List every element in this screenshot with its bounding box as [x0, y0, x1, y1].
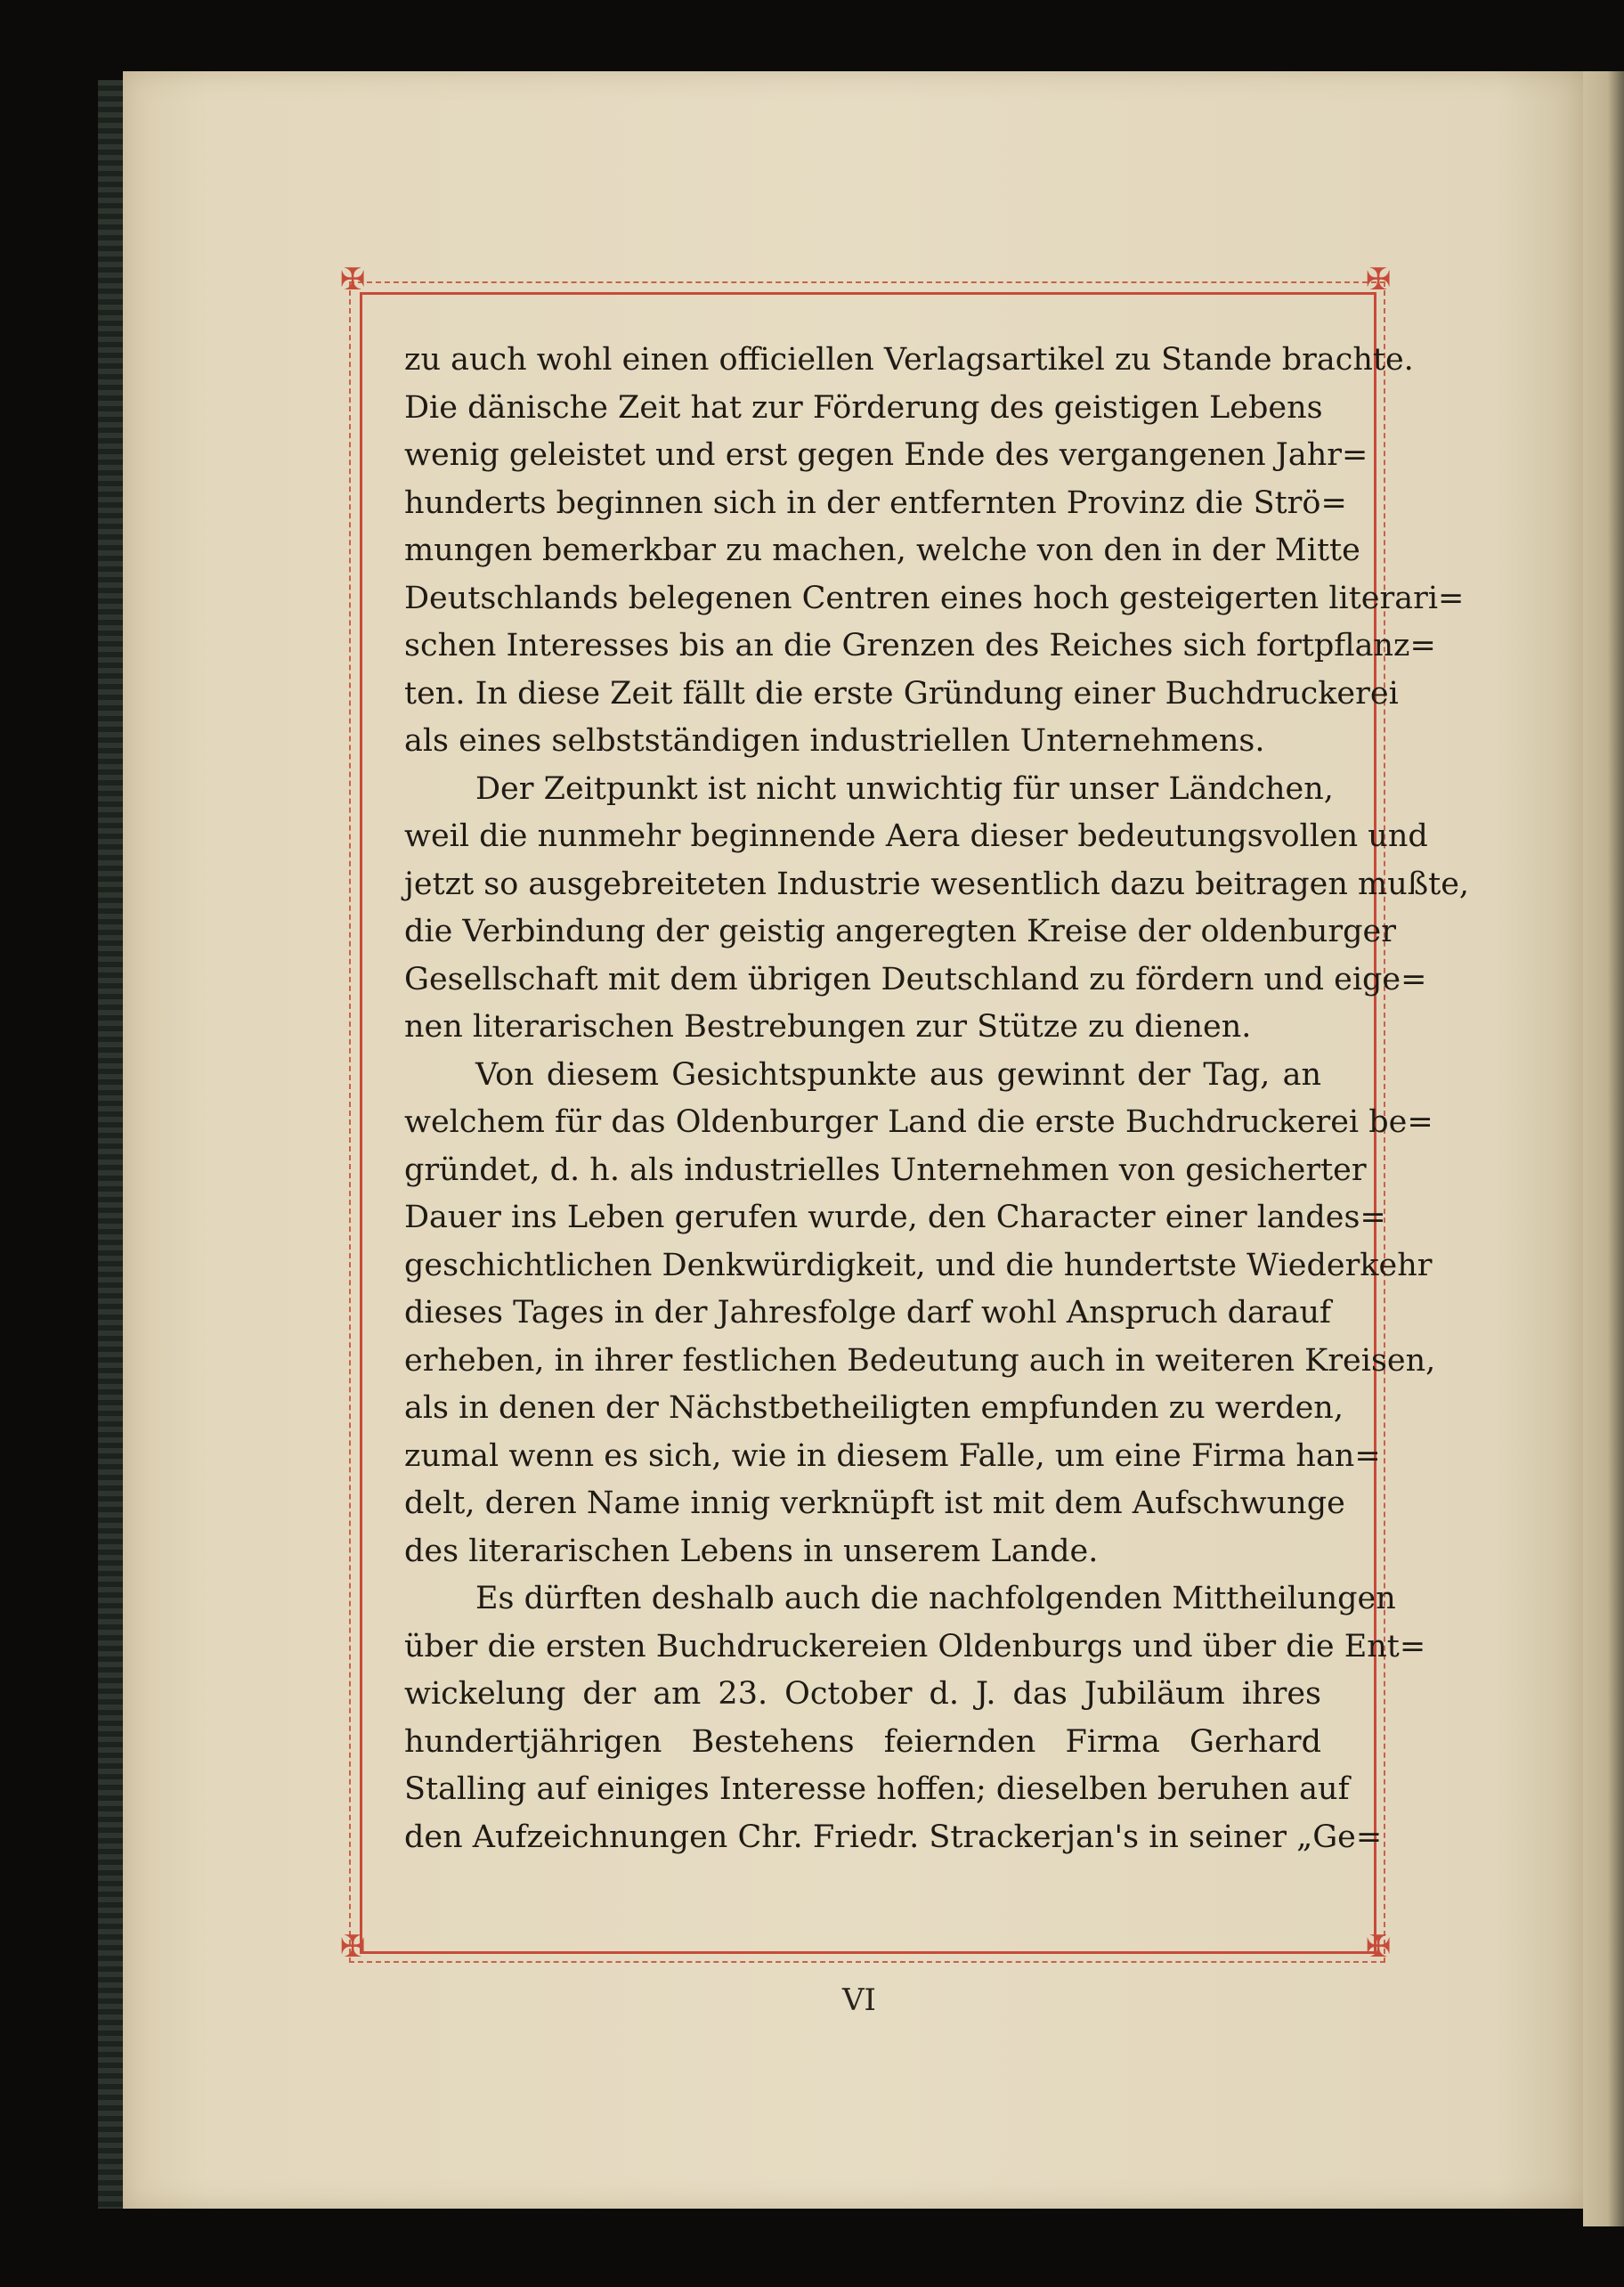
- text-line: als eines selbstständigen industriellen Unternehmens.: [404, 723, 1265, 759]
- book-spine: [98, 80, 123, 2209]
- text-line: Deutschlands belegenen Centren eines hoch gesteigerten literari=: [404, 580, 1465, 616]
- text-line: nen literarischen Bestrebungen zur Stütze zu dienen.: [404, 1009, 1252, 1045]
- text-line: zu auch wohl einen officiellen Verlagsartikel zu Stande brachte.: [404, 342, 1414, 378]
- text-line: den Aufzeichnungen Chr. Friedr. Strackerjan's in seiner „Ge=: [404, 1819, 1383, 1855]
- text-line: geschichtlichen Denkwürdigkeit, und die hundertste Wiederkehr: [404, 1247, 1433, 1283]
- facing-page-edge: [1583, 71, 1624, 2226]
- text-line: zumal wenn es sich, wie in diesem Falle, um eine Firma han=: [404, 1437, 1381, 1474]
- text-line: als in denen der Nächstbetheiligten empfunden zu werden,: [404, 1390, 1344, 1426]
- ornament-icon: ✠: [339, 1929, 366, 1965]
- ornament-icon: ✠: [339, 262, 366, 297]
- text-line: die Verbindung der geistig angeregten Kreise der oldenburger: [404, 914, 1396, 949]
- text-line: dieses Tages in der Jahresfolge darf wohl Anspruch darauf: [404, 1295, 1331, 1331]
- text-line: hundertjährigen Bestehens feiernden Firma Gerhard: [404, 1723, 1321, 1760]
- text-line: jetzt so ausgebreiteten Industrie wesentlich dazu beitragen mußte,: [404, 866, 1470, 902]
- ornament-icon: ✠: [1365, 1929, 1392, 1965]
- text-line: Stalling auf einiges Interesse hoffen; dieselben beruhen auf: [404, 1771, 1350, 1807]
- text-line: hunderts beginnen sich in der entfernten Provinz die Strö=: [404, 484, 1347, 521]
- text-line: Von diesem Gesichtspunkte aus gewinnt der Tag, an: [475, 1056, 1321, 1093]
- ornament-icon: ✠: [1365, 262, 1392, 297]
- text-line: mungen bemerkbar zu machen, welche von den in der Mitte: [404, 533, 1360, 568]
- text-line: ten. In diese Zeit fällt die erste Gründung einer Buchdruckerei: [404, 675, 1399, 712]
- text-line: weil die nunmehr beginnende Aera dieser bedeutungsvollen und: [404, 818, 1428, 854]
- text-line: über die ersten Buchdruckereien Oldenburgs und über die Ent=: [404, 1628, 1426, 1664]
- text-line: Der Zeitpunkt ist nicht unwichtig für unser Ländchen,: [475, 770, 1334, 807]
- page-number: VI: [842, 1982, 876, 2018]
- text-line: welchem für das Oldenburger Land die erste Buchdruckerei be=: [404, 1104, 1433, 1140]
- text-line: wickelung der am 23. October d. J. das Jubiläum ihres: [404, 1676, 1321, 1712]
- text-line: gründet, d. h. als industrielles Unternehmen von gesicherter: [404, 1152, 1367, 1188]
- text-line: Es dürften deshalb auch die nachfolgenden Mittheilungen: [475, 1581, 1396, 1616]
- text-line: schen Interesses bis an die Grenzen des Reiches sich fortpflanz=: [404, 628, 1436, 663]
- text-line: erheben, in ihrer festlichen Bedeutung auch in weiteren Kreisen,: [404, 1342, 1436, 1379]
- body-text: [404, 337, 1470, 1861]
- text-line: Gesellschaft mit dem übrigen Deutschland zu fördern und eige=: [404, 961, 1427, 997]
- text-line: wenig geleistet und erst gegen Ende des vergangenen Jahr=: [404, 437, 1368, 473]
- text-line: Die dänische Zeit hat zur Förderung des geistigen Lebens: [404, 389, 1323, 426]
- text-line: Dauer ins Leben gerufen wurde, den Character einer landes=: [404, 1200, 1386, 1235]
- text-line: delt, deren Name innig verknüpft ist mit dem Aufschwunge: [404, 1485, 1345, 1521]
- text-line: des literarischen Lebens in unserem Lande.: [404, 1533, 1099, 1569]
